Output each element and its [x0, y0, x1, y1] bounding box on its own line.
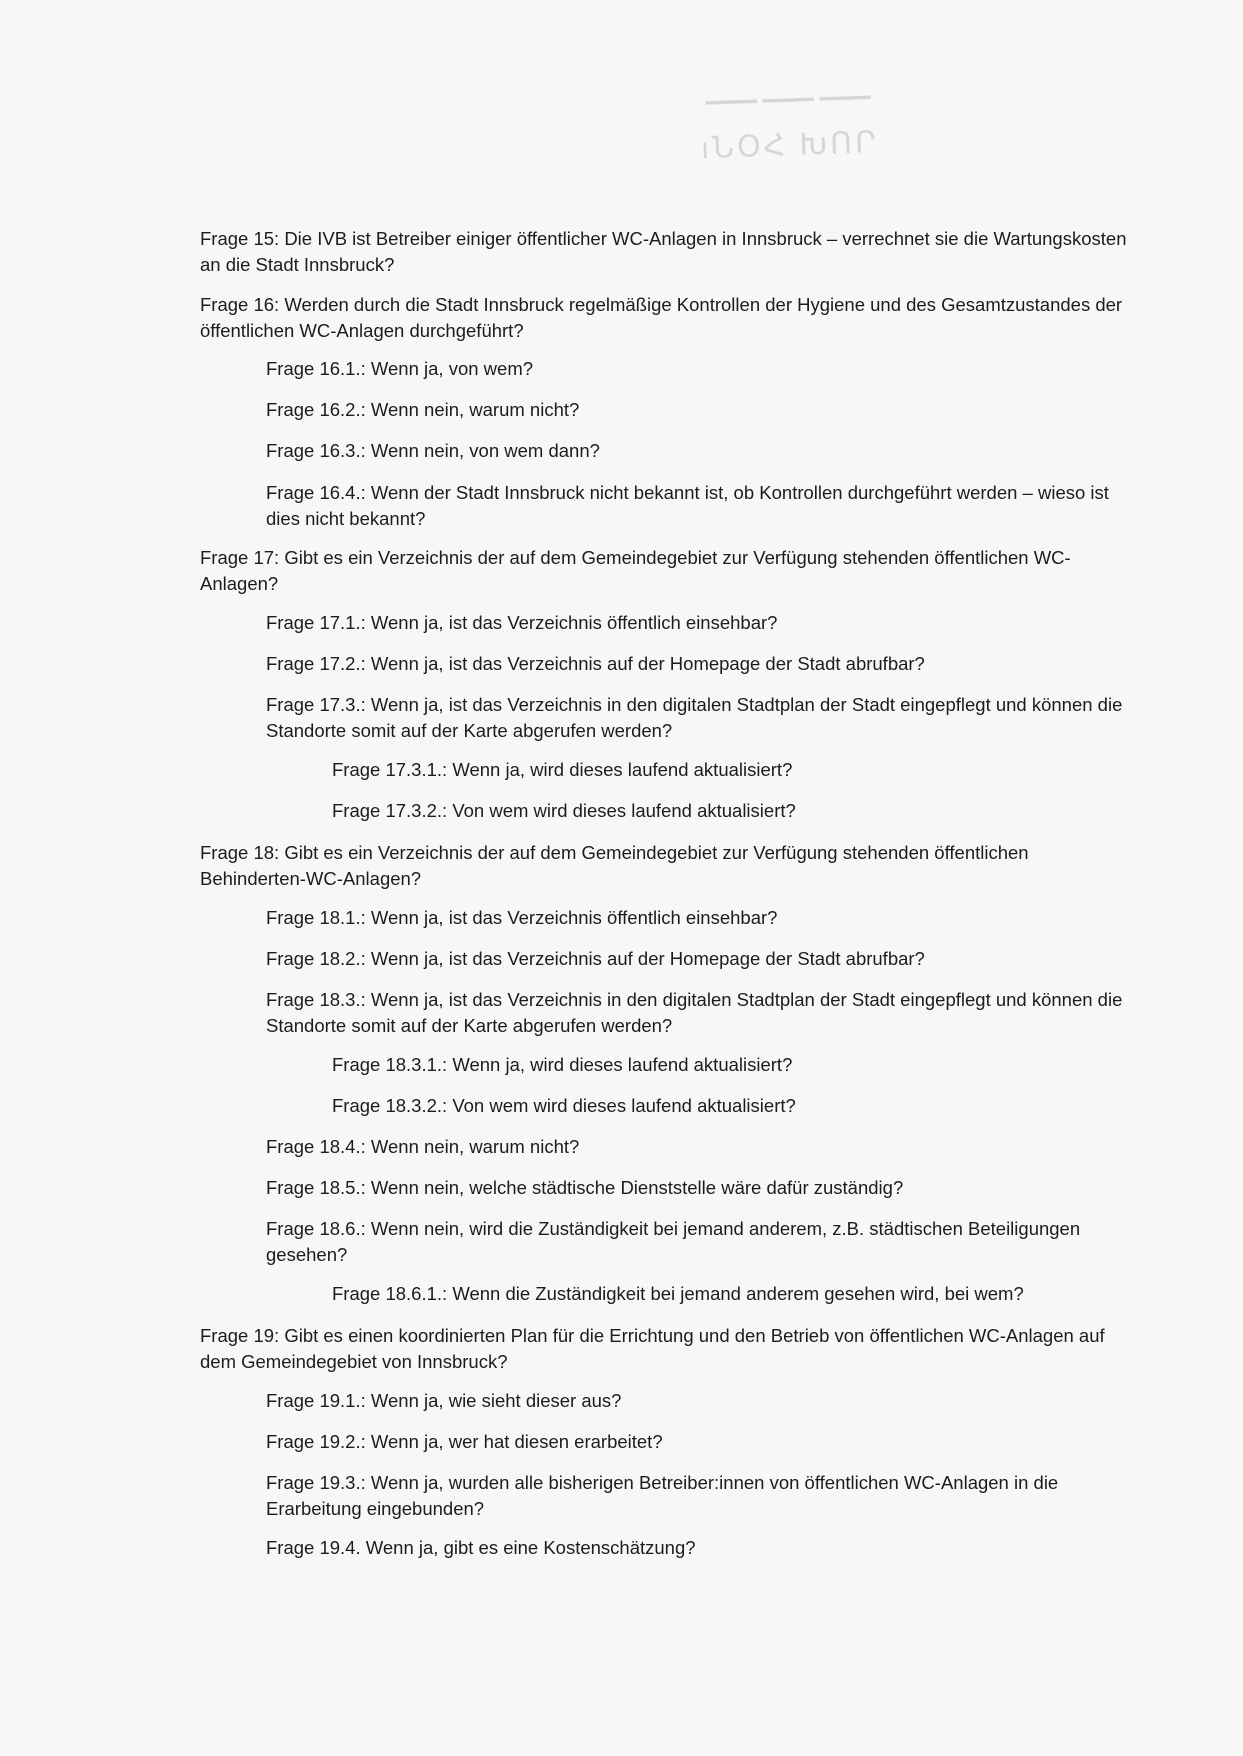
- faded-received-stamp: ▔▔▔ ▔▔▔ ▔▔▔ ıՆՕՀ ԽՈՐ: [700, 96, 880, 166]
- question-15: Frage 15: Die IVB ist Betreiber einiger öffentlicher WC-Anlagen in Innsbruck – verrechnet sie die Wartungskosten an die Stadt Innsbruck?: [200, 228, 1127, 275]
- question-18-6-1: Frage 18.6.1.: Wenn die Zuständigkeit bei jemand anderem gesehen wird, bei wem?: [332, 1283, 1024, 1304]
- question-18: Frage 18: Gibt es ein Verzeichnis der auf dem Gemeindegebiet zur Verfügung stehenden öffentlichen Behinderten-WC-Anlagen?: [200, 842, 1029, 889]
- question-16-2: Frage 16.2.: Wenn nein, warum nicht?: [266, 399, 580, 420]
- question-18-3-2: Frage 18.3.2.: Von wem wird dieses laufend aktualisiert?: [332, 1095, 796, 1116]
- question-16-3: Frage 16.3.: Wenn nein, von wem dann?: [266, 440, 600, 461]
- question-19-2: Frage 19.2.: Wenn ja, wer hat diesen erarbeitet?: [266, 1431, 663, 1452]
- question-19-1: Frage 19.1.: Wenn ja, wie sieht dieser aus?: [266, 1390, 622, 1411]
- question-18-4: Frage 18.4.: Wenn nein, warum nicht?: [266, 1136, 580, 1157]
- question-18-3-1: Frage 18.3.1.: Wenn ja, wird dieses laufend aktualisiert?: [332, 1054, 793, 1075]
- question-16-1: Frage 16.1.: Wenn ja, von wem?: [266, 358, 534, 379]
- question-18-2: Frage 18.2.: Wenn ja, ist das Verzeichnis auf der Homepage der Stadt abrufbar?: [266, 948, 925, 969]
- question-16: Frage 16: Werden durch die Stadt Innsbruck regelmäßige Kontrollen der Hygiene und des Gesamtzustandes der öffentlichen WC-Anlagen durchgeführt?: [200, 294, 1123, 341]
- question-17-1: Frage 17.1.: Wenn ja, ist das Verzeichnis öffentlich einsehbar?: [266, 612, 778, 633]
- question-18-1: Frage 18.1.: Wenn ja, ist das Verzeichnis öffentlich einsehbar?: [266, 907, 778, 928]
- question-18-3: Frage 18.3.: Wenn ja, ist das Verzeichnis in den digitalen Stadtplan der Stadt eingepflegt und können die Standorte somit auf der Karte abgerufen werden?: [266, 989, 1123, 1036]
- question-18-6: Frage 18.6.: Wenn nein, wird die Zuständigkeit bei jemand anderem, z.B. städtischen Beteiligungen gesehen?: [266, 1218, 1081, 1265]
- question-17-3: Frage 17.3.: Wenn ja, ist das Verzeichnis in den digitalen Stadtplan der Stadt eingepflegt und können die Standorte somit auf der Karte abgerufen werden?: [266, 694, 1123, 741]
- question-18-5: Frage 18.5.: Wenn nein, welche städtische Dienststelle wäre dafür zuständig?: [266, 1177, 904, 1198]
- question-17-2: Frage 17.2.: Wenn ja, ist das Verzeichnis auf der Homepage der Stadt abrufbar?: [266, 653, 925, 674]
- question-16-4: Frage 16.4.: Wenn der Stadt Innsbruck nicht bekannt ist, ob Kontrollen durchgeführt werden – wieso ist dies nicht bekannt?: [266, 482, 1109, 529]
- question-19: Frage 19: Gibt es einen koordinierten Plan für die Errichtung und den Betrieb von öffentlichen WC-Anlagen auf dem Gemeindegebiet von Innsbruck?: [200, 1325, 1105, 1372]
- question-19-4: Frage 19.4. Wenn ja, gibt es eine Kostenschätzung?: [266, 1537, 696, 1558]
- question-17: Frage 17: Gibt es ein Verzeichnis der auf dem Gemeindegebiet zur Verfügung stehenden öffentlichen WC-Anlagen?: [200, 547, 1071, 594]
- question-17-3-1: Frage 17.3.1.: Wenn ja, wird dieses laufend aktualisiert?: [332, 759, 793, 780]
- question-19-3: Frage 19.3.: Wenn ja, wurden alle bisherigen Betreiber:innen von öffentlichen WC-Anlagen in die Erarbeitung eingebunden?: [266, 1472, 1059, 1519]
- question-17-3-2: Frage 17.3.2.: Von wem wird dieses laufend aktualisiert?: [332, 800, 796, 821]
